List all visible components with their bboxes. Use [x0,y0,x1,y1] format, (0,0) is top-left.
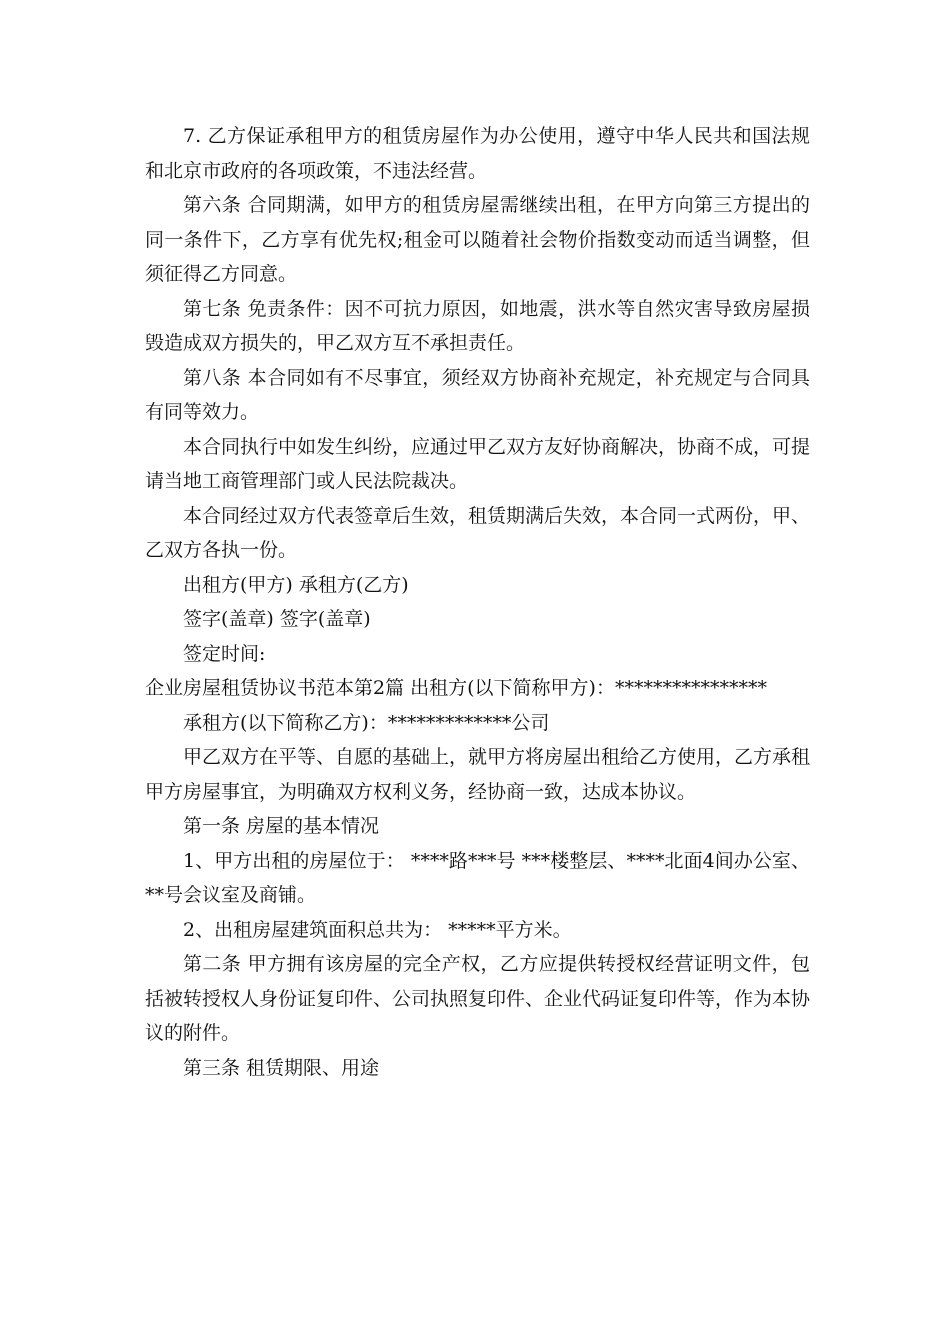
paragraph-article-8: 第八条 本合同如有不尽事宜，须经双方协商补充规定，补充规定与合同具有同等效力。 [145,366,810,423]
paragraph-article-2: 第二条 甲方拥有该房屋的完全产权，乙方应提供转授权经营证明文件，包括被转授权人身份证复印件、公司执照复印件、企业代码证复印件等，作为本协议的附件。 [145,953,811,1044]
second-agreement-heading: 企业房屋租赁协议书范本第2篇 出租方(以下简称甲方)：**************** [145,677,767,699]
signing-date: 签定时间: [183,642,266,665]
paragraph-article-3: 第三条 租赁期限、用途 [183,1056,380,1079]
paragraph-clause-7: 7. 乙方保证承租甲方的租赁房屋作为办公使用，遵守中华人民共和国法规和北京市政府的各项政策，不违法经营。 [145,125,810,182]
document-body [145,119,810,1085]
signature-parties: 出租方(甲方) 承租方(乙方) [183,573,409,596]
paragraph-effectiveness: 本合同经过双方代表签章后生效，租赁期满后失效，本合同一式两份，甲、乙双方各执一份。 [145,504,811,561]
paragraph-location: 1、甲方出租的房屋位于： ****路***号 ***楼整层、****北面4间办公室、**号会议室及商铺。 [145,849,810,906]
paragraph-article-7: 第七条 免责条件：因不可抗力原因，如地震，洪水等自然灾害导致房屋损毁造成双方损失的，甲乙双方互不承担责任。 [145,297,810,354]
paragraph-area: 2、出租房屋建筑面积总共为： *****平方米。 [183,918,572,941]
paragraph-lessee: 承租方(以下简称乙方)：*************公司 [183,711,550,734]
paragraph-article-1: 第一条 房屋的基本情况 [183,815,380,837]
paragraph-dispute: 本合同执行中如发生纠纷，应通过甲乙双方友好协商解决，协商不成，可提请当地工商管理部门或人民法院裁决。 [145,435,811,492]
paragraph-article-6: 第六条 合同期满，如甲方的租赁房屋需继续出租，在甲方向第三方提出的同一条件下，乙方享有优先权;租金可以随着社会物价指数变动而适当调整，但须征得乙方同意。 [145,194,810,285]
signature-lines: 签字(盖章) 签字(盖章) [183,608,371,630]
paragraph-preamble: 甲乙双方在平等、自愿的基础上，就甲方将房屋出租给乙方使用，乙方承租甲方房屋事宜，为明确双方权利义务，经协商一致，达成本协议。 [145,746,811,803]
